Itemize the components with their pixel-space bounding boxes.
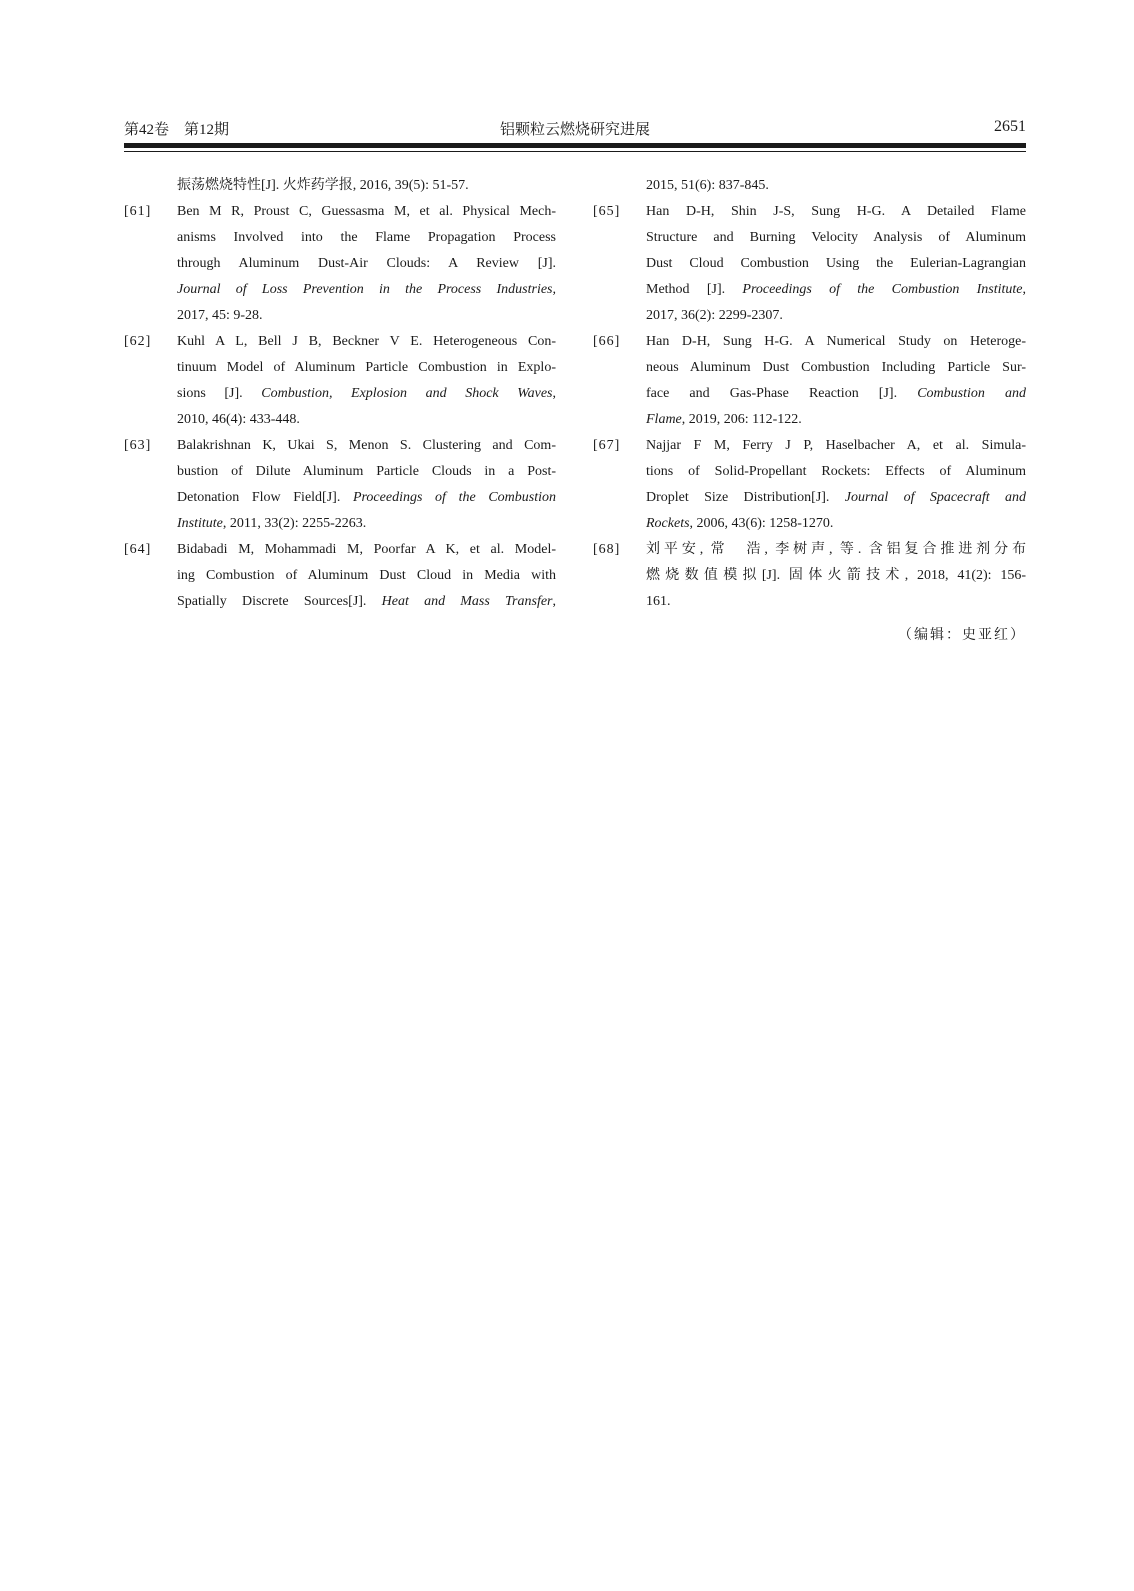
reference-number: [64] <box>124 542 152 557</box>
reference-number: [63] <box>124 438 152 453</box>
reference-line: Method [J]. Proceedings of the Combustion Institute, <box>646 282 1027 297</box>
reference-67 <box>593 433 1026 537</box>
reference-number: [67] <box>593 438 621 453</box>
reference-line: neous Aluminum Dust Combustion Including Particle Sur- <box>646 360 1026 375</box>
reference-line: Han D-H, Shin J-S, Sung H-G. A Detailed Flame <box>646 204 1026 219</box>
page-number: 2651 <box>994 118 1026 135</box>
reference-line: Flame, 2019, 206: 112-122. <box>646 412 802 427</box>
reference-line: 振荡燃烧特性[J]. 火炸药学报, 2016, 39(5): 51-57. <box>177 178 469 193</box>
reference-number: [61] <box>124 204 152 219</box>
reference-continuation <box>593 173 1026 199</box>
reference-number: [65] <box>593 204 621 219</box>
reference-66 <box>593 329 1026 433</box>
reference-line: 2017, 36(2): 2299-2307. <box>646 308 783 323</box>
reference-65 <box>593 199 1026 329</box>
reference-line: Balakrishnan K, Ukai S, Menon S. Clustering and Com- <box>177 438 556 453</box>
volume-issue: 第42卷 第12期 <box>124 122 230 138</box>
reference-line: 161. <box>646 594 671 609</box>
reference-column-left <box>124 173 556 615</box>
running-header <box>124 118 1026 140</box>
reference-line: Kuhl A L, Bell J B, Beckner V E. Heterogeneous Con- <box>177 334 556 349</box>
reference-line: Bidabadi M, Mohammadi M, Poorfar A K, et al. Model- <box>177 542 556 557</box>
reference-line: bustion of Dilute Aluminum Particle Clouds in a Post- <box>177 464 556 479</box>
reference-line: tinuum Model of Aluminum Particle Combustion in Explo- <box>177 360 556 375</box>
reference-line: Najjar F M, Ferry J P, Haselbacher A, et al. Simula- <box>646 438 1026 453</box>
reference-63 <box>124 433 556 537</box>
editor-note: （编辑：史亚红） <box>898 628 1026 643</box>
reference-line: Ben M R, Proust C, Guessasma M, et al. Physical Mech- <box>177 204 556 219</box>
reference-line: Detonation Flow Field[J]. Proceedings of the Combustion <box>177 490 556 505</box>
reference-line: Institute, 2011, 33(2): 2255-2263. <box>177 516 367 531</box>
header-rule-thick <box>124 143 1026 148</box>
reference-line: Structure and Burning Velocity Analysis of Aluminum <box>646 230 1026 245</box>
reference-line: Droplet Size Distribution[J]. Journal of Spacecraft and <box>646 490 1026 505</box>
reference-number: [66] <box>593 334 621 349</box>
reference-number: [62] <box>124 334 152 349</box>
reference-line: anisms Involved into the Flame Propagation Process <box>177 230 556 245</box>
reference-line: ing Combustion of Aluminum Dust Cloud in Media with <box>177 568 556 583</box>
reference-line: 2010, 46(4): 433-448. <box>177 412 300 427</box>
reference-number: [68] <box>593 542 621 557</box>
reference-line: through Aluminum Dust-Air Clouds: A Review [J]. <box>177 256 556 271</box>
reference-line: Rockets, 2006, 43(6): 1258-1270. <box>646 516 834 531</box>
header-rule-thin <box>124 151 1026 152</box>
reference-continuation <box>124 173 556 199</box>
reference-line: Spatially Discrete Sources[J]. Heat and Mass Transfer, <box>177 594 557 609</box>
reference-68 <box>593 537 1026 615</box>
reference-line: Journal of Loss Prevention in the Process Industries, <box>177 282 556 297</box>
reference-line: face and Gas-Phase Reaction [J]. Combustion and <box>646 386 1026 401</box>
reference-line: Dust Cloud Combustion Using the Eulerian-Lagrangian <box>646 256 1026 271</box>
reference-line: 燃烧数值模拟[J]. 固体火箭技术, 2018, 41(2): 156- <box>646 568 1026 583</box>
reference-62 <box>124 329 556 433</box>
running-title: 铝颗粒云燃烧研究进展 <box>499 122 650 138</box>
reference-column-right <box>593 173 1026 615</box>
reference-line: 2015, 51(6): 837-845. <box>646 178 769 193</box>
reference-line: 刘平安, 常 浩, 李树声, 等. 含铝复合推进剂分布 <box>646 542 1026 557</box>
reference-61 <box>124 199 556 329</box>
reference-line: 2017, 45: 9-28. <box>177 308 263 323</box>
reference-line: Han D-H, Sung H-G. A Numerical Study on Heteroge- <box>646 334 1026 349</box>
reference-line: sions [J]. Combustion, Explosion and Shock Waves, <box>177 386 557 401</box>
reference-line: tions of Solid-Propellant Rockets: Effects of Aluminum <box>646 464 1026 479</box>
reference-64 <box>124 537 556 615</box>
